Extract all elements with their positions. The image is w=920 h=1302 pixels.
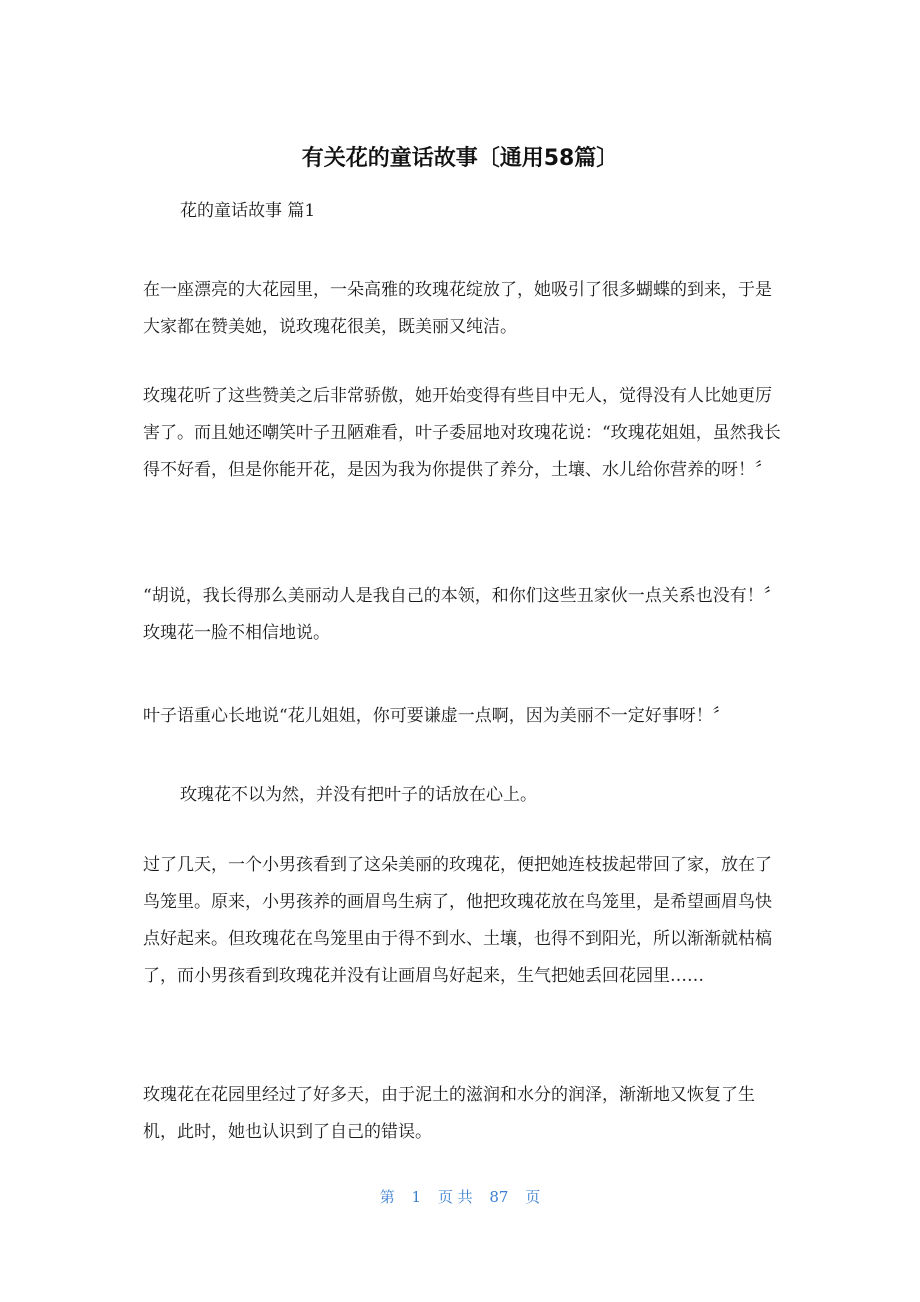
- paragraph-2: 玫瑰花听了这些赞美之后非常骄傲，她开始变得有些目中无人，觉得没有人比她更厉害了。而且她还嘲笑叶子丑陋难看，叶子委屈地对玫瑰花说：“玫瑰花姐姐，虽然我长得不好看，但是你能开花，是因为我为你提供了养分，土壤、水儿给你营养的呀！〞: [143, 386, 781, 480]
- page-label-prefix: 第: [379, 1188, 395, 1206]
- page-label-suffix: 页: [525, 1188, 541, 1206]
- total-pages: 87: [489, 1188, 509, 1206]
- paragraph-1: 在一座漂亮的大花园里，一朵高雅的玫瑰花绽放了，她吸引了很多蝴蝶的到来，于是大家都在赞美她，说玫瑰花很美，既美丽又纯洁。: [143, 280, 772, 337]
- paragraph-5: 玫瑰花不以为然，并没有把叶子的话放在心上。: [180, 785, 537, 805]
- page-footer: [0, 1186, 920, 1207]
- paragraph-3: “胡说，我长得那么美丽动人是我自己的本领，和你们这些丑家伙一点关系也没有！〞玫瑰花一脸不相信地说。: [143, 586, 781, 643]
- paragraph-4: 叶子语重心长地说“花儿姐姐，你可要谦虚一点啊，因为美丽不一定好事呀！〞: [143, 706, 730, 726]
- paragraph-7: 玫瑰花在花园里经过了好多天，由于泥土的滋润和水分的润泽，渐渐地又恢复了生机，此时，她也认识到了自己的错误。: [143, 1085, 755, 1142]
- paragraph-6: 过了几天，一个小男孩看到了这朵美丽的玫瑰花，便把她连枝拔起带回了家，放在了鸟笼里。原来，小男孩养的画眉鸟生病了，他把玫瑰花放在鸟笼里，是希望画眉鸟快点好起来。但玫瑰花在鸟笼里由于得不到水、土壤，也得不到阳光，所以渐渐就枯槁了，而小男孩看到玫瑰花并没有让画眉鸟好起来，生气把她丢回花园里……: [143, 855, 772, 986]
- page-label-mid: 页 共: [437, 1188, 473, 1206]
- document-title: 有关花的童话故事〔通用58篇〕: [301, 146, 619, 171]
- page-number: 1: [411, 1188, 422, 1206]
- section-subtitle: 花的童话故事 篇1: [180, 201, 316, 221]
